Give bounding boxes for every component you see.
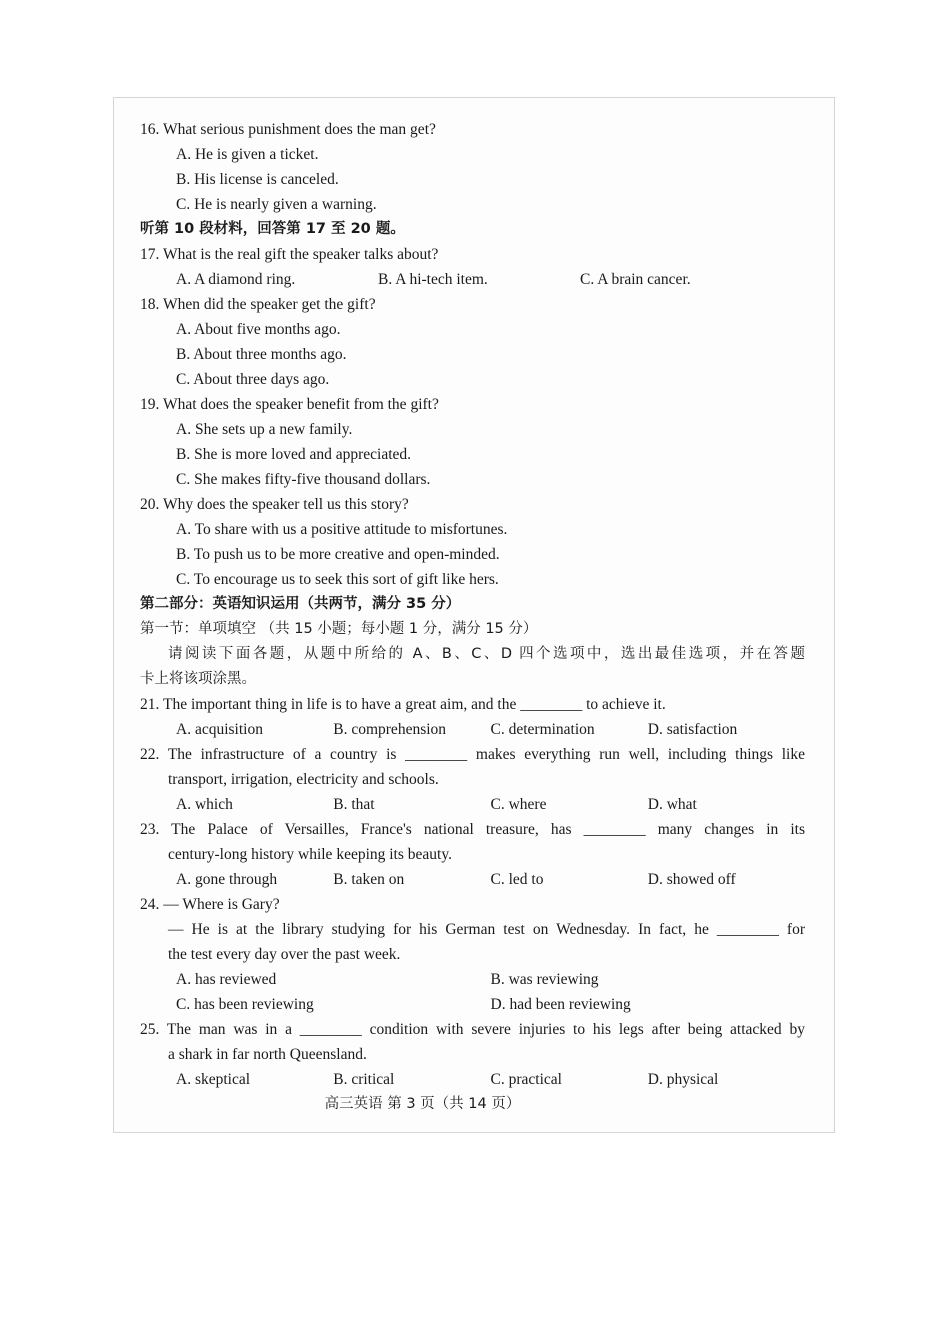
question-stem: 19. What does the speaker benefit from the gift? xyxy=(140,396,439,413)
answer-option: B. was reviewing xyxy=(490,971,599,988)
answer-option: A. He is given a ticket. xyxy=(176,146,319,163)
question-stem: 20. Why does the speaker tell us this story? xyxy=(140,496,409,513)
answer-option: C. She makes fifty-five thousand dollars. xyxy=(176,471,431,488)
question-stem: 23. The Palace of Versailles, France's national treasure, has ________ many changes in its xyxy=(140,821,805,838)
question-stem: 25. The man was in a ________ condition with severe injuries to his legs after being attacked by xyxy=(140,1021,805,1038)
answer-option: C. He is nearly given a warning. xyxy=(176,196,377,213)
answer-option: A. skeptical xyxy=(176,1071,251,1088)
instruction-text: 第一节：单项填空 （共 15 小题；每小题 1 分，满分 15 分） xyxy=(140,621,538,637)
answer-option: B. comprehension xyxy=(333,721,447,738)
instruction-text: 卡上将该项涂黑。 xyxy=(140,671,256,687)
section-heading: 听第 10 段材料，回答第 17 至 20 题。 xyxy=(140,221,405,237)
answer-options-row xyxy=(140,1067,805,1092)
answer-option: C. where xyxy=(490,796,547,813)
answer-option: B. She is more loved and appreciated. xyxy=(176,446,412,463)
answer-option: C. has been reviewing xyxy=(176,996,314,1013)
answer-option: D. satisfaction xyxy=(647,721,738,738)
question-continuation: the test every day over the past week. xyxy=(168,946,401,963)
answer-options-row xyxy=(140,967,805,992)
answer-options-row xyxy=(140,867,805,892)
page-footer: 高三英语 第 3 页（共 14 页） xyxy=(324,1096,521,1112)
question-stem: 17. What is the real gift the speaker talks about? xyxy=(140,246,439,263)
question-stem: 18. When did the speaker get the gift? xyxy=(140,296,376,313)
exam-content xyxy=(140,117,805,1117)
question-stem: 16. What serious punishment does the man get? xyxy=(140,121,436,138)
answer-options-row xyxy=(140,267,805,292)
answer-option: A. To share with us a positive attitude to misfortunes. xyxy=(176,521,508,538)
answer-option: B. His license is canceled. xyxy=(176,171,339,188)
answer-option: C. practical xyxy=(490,1071,562,1088)
answer-option: A. has reviewed xyxy=(176,971,277,988)
answer-option: A. She sets up a new family. xyxy=(176,421,353,438)
answer-option: C. About three days ago. xyxy=(176,371,330,388)
answer-option: A. A diamond ring. xyxy=(176,271,296,288)
answer-option: D. had been reviewing xyxy=(490,996,631,1013)
answer-option: C. led to xyxy=(490,871,544,888)
answer-option: D. what xyxy=(647,796,697,813)
question-continuation: a shark in far north Queensland. xyxy=(168,1046,367,1063)
instruction-text: 请阅读下面各题，从题中所给的 A、B、C、D 四个选项中，选出最佳选项，并在答题 xyxy=(168,646,805,662)
answer-option: A. which xyxy=(176,796,233,813)
answer-options-row xyxy=(140,992,805,1017)
question-stem: 24. — Where is Gary? xyxy=(140,896,280,913)
question-continuation: century-long history while keeping its beauty. xyxy=(168,846,452,863)
section-heading: 第二部分：英语知识运用（共两节，满分 35 分） xyxy=(140,596,461,612)
answer-option: B. About three months ago. xyxy=(176,346,347,363)
answer-option: A. acquisition xyxy=(176,721,263,738)
question-stem: 22. The infrastructure of a country is ________ makes everything run well, including things like xyxy=(140,746,805,763)
answer-option: C. A brain cancer. xyxy=(580,271,691,288)
question-stem: 21. The important thing in life is to have a great aim, and the ________ to achieve it. xyxy=(140,696,666,713)
answer-option: D. showed off xyxy=(647,871,736,888)
answer-option: D. physical xyxy=(647,1071,719,1088)
answer-options-row xyxy=(140,717,805,742)
answer-option: C. To encourage us to seek this sort of gift like hers. xyxy=(176,571,499,588)
answer-options-row xyxy=(140,792,805,817)
answer-option: B. critical xyxy=(333,1071,395,1088)
answer-option: B. taken on xyxy=(333,871,405,888)
question-continuation: transport, irrigation, electricity and schools. xyxy=(168,771,439,788)
answer-option: A. gone through xyxy=(176,871,278,888)
answer-option: B. that xyxy=(333,796,375,813)
question-continuation: — He is at the library studying for his German test on Wednesday. In fact, he ________ for xyxy=(168,921,805,938)
answer-option: C. determination xyxy=(490,721,595,738)
answer-option: A. About five months ago. xyxy=(176,321,341,338)
answer-option: B. A hi-tech item. xyxy=(378,271,488,288)
answer-option: B. To push us to be more creative and open-minded. xyxy=(176,546,500,563)
